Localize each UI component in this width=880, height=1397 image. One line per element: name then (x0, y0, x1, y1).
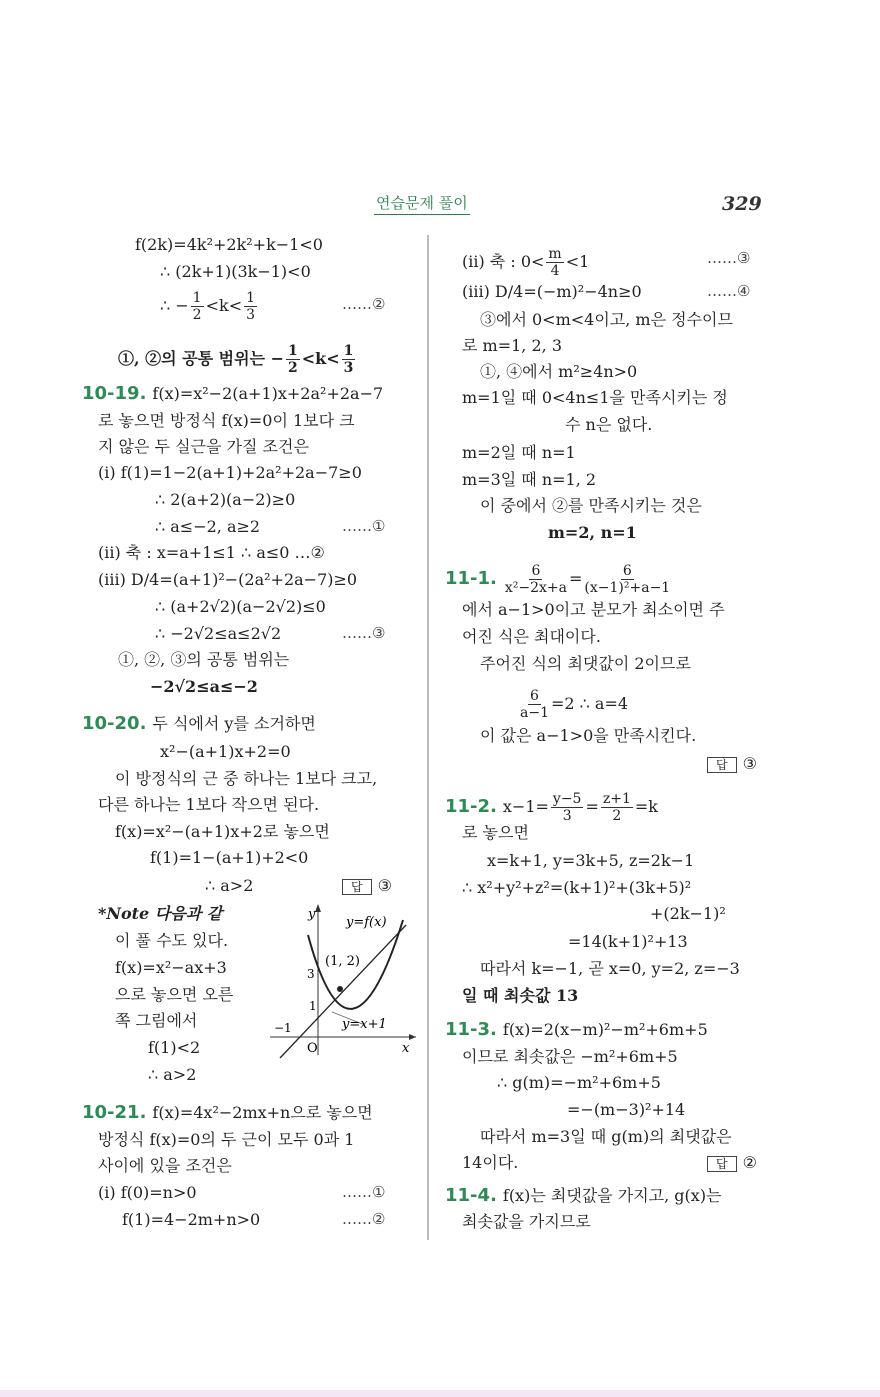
answer (342, 875, 392, 897)
note-line: 으로 놓으면 오른 (115, 985, 234, 1004)
text-line: 따라서 m=3일 때 g(m)의 최댓값은 (480, 1127, 732, 1146)
text: *Note 다음과 같 (98, 904, 223, 923)
tick-label: 1 (309, 999, 317, 1013)
text-line: ∴ −2√2≤a≤2√2 (155, 624, 282, 643)
text-line: 최솟값을 가지므로 (462, 1212, 591, 1231)
text: <k< (205, 296, 243, 315)
answer-value: ③ (742, 754, 757, 773)
problem-11-2 (445, 791, 658, 824)
text-line: ∴ a>2 (205, 876, 254, 895)
text-line: 이 방정식의 근 중 하나는 1보다 크고, (115, 769, 378, 788)
text-line: ①, ④에서 m²≥4n>0 (480, 362, 638, 381)
text: ∴ − (160, 296, 189, 315)
denominator: 2 (192, 307, 202, 323)
text-line: ∴ 2(a+2)(a−2)≥0 (155, 490, 296, 509)
fraction (601, 791, 633, 824)
intersection-point (337, 986, 343, 992)
fraction (505, 563, 567, 596)
problem-11-1 (445, 563, 672, 596)
page-number: 329 (722, 193, 762, 215)
problem-number: 10-21. (82, 1102, 147, 1123)
line-y-x-plus-1 (280, 925, 406, 1058)
text-line: 수 n은 없다. (565, 415, 653, 434)
problem-number: 11-2. (445, 796, 497, 817)
text-line: 주어진 식의 최댓값이 2이므로 (480, 654, 691, 673)
denominator: 2 (288, 360, 298, 376)
denominator: 3 (246, 307, 256, 323)
text-line: 따라서 k=−1, 곧 x=0, y=2, z=−3 (480, 959, 740, 978)
text: <k< (301, 349, 340, 368)
text-line: 14이다. (462, 1153, 519, 1172)
numerator: 6 (531, 563, 541, 579)
text-line: m=3일 때 n=1, 2 (462, 470, 597, 489)
text-line: f(1)=1−(a+1)+2<0 (150, 848, 309, 867)
text: f(x)=4x²−2mx+n으로 놓으면 (152, 1103, 373, 1122)
section-title: 연습문제 풀이 (374, 192, 470, 215)
fraction (191, 290, 204, 323)
numerator: 6 (622, 563, 632, 579)
page-edge (0, 1390, 880, 1397)
text: x−1= (502, 797, 549, 816)
text-line: ∴ g(m)=−m²+6m+5 (497, 1073, 661, 1092)
note-line: 이 풀 수도 있다. (115, 931, 229, 950)
text-line: +(2k−1)² (650, 904, 726, 923)
text: = (585, 797, 599, 816)
numerator: 1 (192, 290, 202, 306)
equation-marker: ……② (342, 1210, 386, 1228)
text-line: 이므로 최솟값은 −m²+6m+5 (462, 1047, 678, 1066)
text-line: ∴ (a+2√2)(a−2√2)≤0 (155, 597, 326, 616)
equation-marker: ……① (342, 1183, 386, 1201)
equation-marker: ……② (342, 295, 386, 313)
text: =2 ∴ a=4 (550, 694, 629, 713)
tick-label: 3 (307, 967, 315, 981)
text: = (569, 569, 583, 588)
text-line: m=2일 때 n=1 (462, 443, 576, 462)
origin-label: O (307, 1041, 318, 1056)
denominator: 3 (343, 360, 354, 376)
text-line: ∴ a≤−2, a≥2 (155, 517, 261, 536)
note-line (98, 903, 222, 925)
text-line: 사이에 있을 조건은 (98, 1156, 232, 1175)
text-line: ∴ x²+y²+z²=(k+1)²+(3k+5)² (462, 878, 692, 897)
answer-label: 답 (707, 1156, 737, 1172)
numerator: 1 (288, 343, 298, 359)
text-line: ③에서 0<m<4이고, m은 정수이므 (480, 310, 733, 329)
problem-11-3 (445, 1019, 708, 1041)
text-line: f(x)=x²−(a+1)x+2로 놓으면 (115, 822, 330, 841)
text-line (518, 688, 628, 721)
text-line: (iii) D/4=(a+1)²−(2a²+2a−7)≥0 (98, 570, 358, 589)
text-line: f(2k)=4k²+2k²+k−1<0 (135, 235, 323, 254)
text-line: 이 중에서 ②를 만족시키는 것은 (480, 496, 702, 515)
text-line: 이 값은 a−1>0을 만족시킨다. (480, 726, 697, 745)
y-axis-arrow-icon (315, 904, 321, 912)
text-line: 로 m=1, 2, 3 (462, 336, 563, 355)
y-axis-label: y (308, 907, 316, 922)
equation-marker: ……④ (707, 282, 751, 300)
fraction (286, 343, 300, 376)
denominator: 2 (612, 808, 622, 824)
text-line: (i) f(0)=n>0 (98, 1183, 197, 1202)
text-line: 일 때 최솟값 13 (462, 986, 579, 1005)
answer-label: 답 (707, 757, 737, 773)
text-line: =−(m−3)²+14 (567, 1100, 686, 1119)
text-line (462, 246, 589, 279)
fraction (520, 688, 549, 721)
problem-11-4 (445, 1185, 722, 1207)
note-line: ∴ a>2 (148, 1065, 197, 1084)
text-line: x=k+1, y=3k+5, z=2k−1 (487, 851, 695, 870)
text: f(x)=x²−2(a+1)x+2a²+2a−7 (152, 384, 384, 403)
text-line: −2√2≤a≤−2 (150, 677, 258, 696)
x-axis-label: x (402, 1041, 410, 1056)
line-label: y=x+1 (342, 1017, 387, 1032)
problem-10-19 (82, 383, 383, 405)
problem-number: 11-3. (445, 1019, 497, 1040)
text: =k (634, 797, 658, 816)
equation-marker: ……③ (342, 624, 386, 642)
problem-number: 10-20. (82, 713, 147, 734)
fraction (551, 791, 584, 824)
text-line: 지 않은 두 실근을 가질 조건은 (98, 437, 309, 456)
text-line: 에서 a−1>0이고 분모가 최소이면 주 (462, 600, 725, 619)
text-line: f(1)=4−2m+n>0 (122, 1210, 261, 1229)
text-line: 다른 하나는 1보다 작으면 된다. (98, 795, 320, 814)
note-graph (270, 900, 420, 1060)
text: f(x)=2(x−m)²−m²+6m+5 (502, 1020, 708, 1039)
text-line (118, 343, 357, 376)
note-line: 쪽 그림에서 (115, 1011, 198, 1030)
answer (707, 753, 757, 775)
text-line: 어진 식은 최대이다. (462, 627, 601, 646)
tick-label: −1 (274, 1021, 292, 1035)
denominator: 4 (550, 263, 560, 279)
text-line: 로 놓으면 방정식 f(x)=0이 1보다 크 (98, 411, 355, 430)
text-line: 방정식 f(x)=0의 두 근이 모두 0과 1 (98, 1130, 355, 1149)
numerator: 1 (343, 343, 354, 359)
text: f(x)는 최댓값을 가지고, g(x)는 (502, 1186, 722, 1205)
text-line: m=1일 때 0<4n≤1을 만족시키는 정 (462, 388, 728, 407)
fraction (244, 290, 257, 323)
numerator: y−5 (552, 791, 582, 807)
point-label: (1, 2) (325, 954, 360, 969)
text-line: 로 놓으면 (462, 823, 529, 842)
fraction (584, 563, 670, 596)
problem-10-21 (82, 1102, 373, 1124)
equation-marker: ……③ (707, 249, 751, 267)
text-line: x²−(a+1)x+2=0 (160, 742, 291, 761)
numerator: z+1 (602, 791, 631, 807)
text-line: m=2, n=1 (548, 523, 637, 542)
denominator: x²−2x+a (504, 580, 568, 596)
answer-label: 답 (342, 879, 372, 895)
x-axis-arrow-icon (409, 1034, 416, 1040)
fraction (546, 246, 563, 279)
curve-label: y=f(x) (346, 915, 387, 930)
text-line (160, 290, 259, 323)
denominator: (x−1)²+a−1 (584, 580, 671, 596)
text: <1 (565, 252, 590, 271)
text-line: (iii) D/4=(−m)²−4n≥0 (462, 282, 642, 301)
problem-number: 11-4. (445, 1185, 497, 1206)
column-divider (427, 235, 429, 1240)
problem-number: 11-1. (445, 568, 497, 589)
note-line: f(1)<2 (148, 1038, 201, 1057)
answer-value: ② (742, 1153, 757, 1172)
text: 두 식에서 y를 소거하면 (152, 714, 316, 733)
numerator: 1 (246, 290, 256, 306)
note-line: f(x)=x²−ax+3 (115, 958, 227, 977)
problem-10-20 (82, 713, 316, 735)
denominator: 3 (562, 808, 572, 824)
numerator: 6 (530, 688, 539, 704)
text-line: (i) f(1)=1−2(a+1)+2a²+2a−7≥0 (98, 463, 362, 482)
text-line: (ii) 축 : x=a+1≤1 ∴ a≤0 …② (98, 543, 325, 562)
text-line: ①, ②, ③의 공통 범위는 (118, 650, 290, 669)
fraction (342, 343, 356, 376)
denominator: a−1 (520, 705, 549, 721)
text: ①, ②의 공통 범위는 − (118, 349, 284, 368)
answer-value: ③ (377, 876, 392, 895)
problem-number: 10-19. (82, 383, 147, 404)
equation-marker: ……① (342, 517, 386, 535)
answer (707, 1152, 757, 1174)
text-line: ∴ (2k+1)(3k−1)<0 (160, 262, 311, 281)
text: (ii) 축 : 0< (462, 252, 545, 271)
text-line: =14(k+1)²+13 (568, 932, 688, 951)
numerator: m (548, 246, 562, 262)
